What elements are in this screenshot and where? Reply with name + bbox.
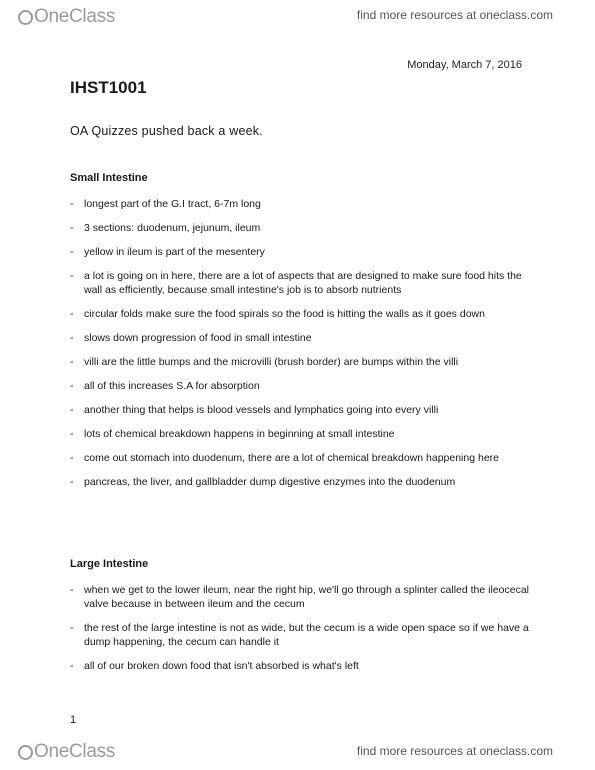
list-item: - the rest of the large intestine is not as wide, but the cecum is a wide open space so if we have a dump happening, the cecum can handle it xyxy=(70,622,529,648)
announcement-note: OA Quizzes pushed back a week. xyxy=(70,124,263,138)
section-title-small-intestine: Small Intestine xyxy=(70,172,148,184)
list-item: - lots of chemical breakdown happens in beginning at small intestine xyxy=(70,428,395,440)
list-item: - all of our broken down food that isn't absorbed is what's left xyxy=(70,660,359,672)
oneclass-o-icon xyxy=(18,745,33,760)
list-item: - all of this increases S.A for absorption xyxy=(70,380,260,392)
list-item: - yellow in ileum is part of the mesentery xyxy=(70,246,265,258)
document-date: Monday, March 7, 2016 xyxy=(407,59,522,71)
find-more-link-footer[interactable]: find more resources at oneclass.com xyxy=(356,744,553,758)
section-title-large-intestine: Large Intestine xyxy=(70,558,149,570)
list-item: - slows down progression of food in small intestine xyxy=(70,332,312,344)
find-more-link[interactable]: find more resources at oneclass.com xyxy=(356,8,553,22)
logo-text: OneClass xyxy=(34,741,116,762)
list-item: - circular folds make sure the food spirals so the food is hitting the walls as it goes down xyxy=(70,308,485,320)
list-item: - pancreas, the liver, and gallbladder dump digestive enzymes into the duodenum xyxy=(70,476,456,488)
list-item: - a lot is going on in here, there are a lot of aspects that are designed to make sure food hits the wall as efficiently, because small intestine's job is to absorb nutrients xyxy=(70,270,522,296)
oneclass-logo[interactable] xyxy=(18,6,115,28)
list-item: - 3 sections: duodenum, jejunum, ileum xyxy=(70,222,261,234)
oneclass-logo-footer[interactable] xyxy=(18,741,115,763)
list-item: - villi are the little bumps and the microvilli (brush border) are bumps within the villi xyxy=(70,356,459,368)
bullet-list-small-intestine xyxy=(70,197,530,499)
course-title: IHST1001 xyxy=(70,78,147,97)
logo-text: OneClass xyxy=(34,6,116,27)
list-item: - longest part of the G.I tract, 6-7m long xyxy=(70,198,261,210)
list-item: - another thing that helps is blood vessels and lymphatics going into every villi xyxy=(70,404,439,416)
oneclass-o-icon xyxy=(18,10,33,25)
list-item: - come out stomach into duodenum, there are a lot of chemical breakdown happening here xyxy=(70,452,500,464)
list-item: - when we get to the lower ileum, near the right hip, we'll go through a splinter called the ileocecal valve because in between ileum and the cecum xyxy=(70,584,530,610)
bullet-list-large-intestine xyxy=(70,583,530,683)
page-number: 1 xyxy=(70,714,77,726)
